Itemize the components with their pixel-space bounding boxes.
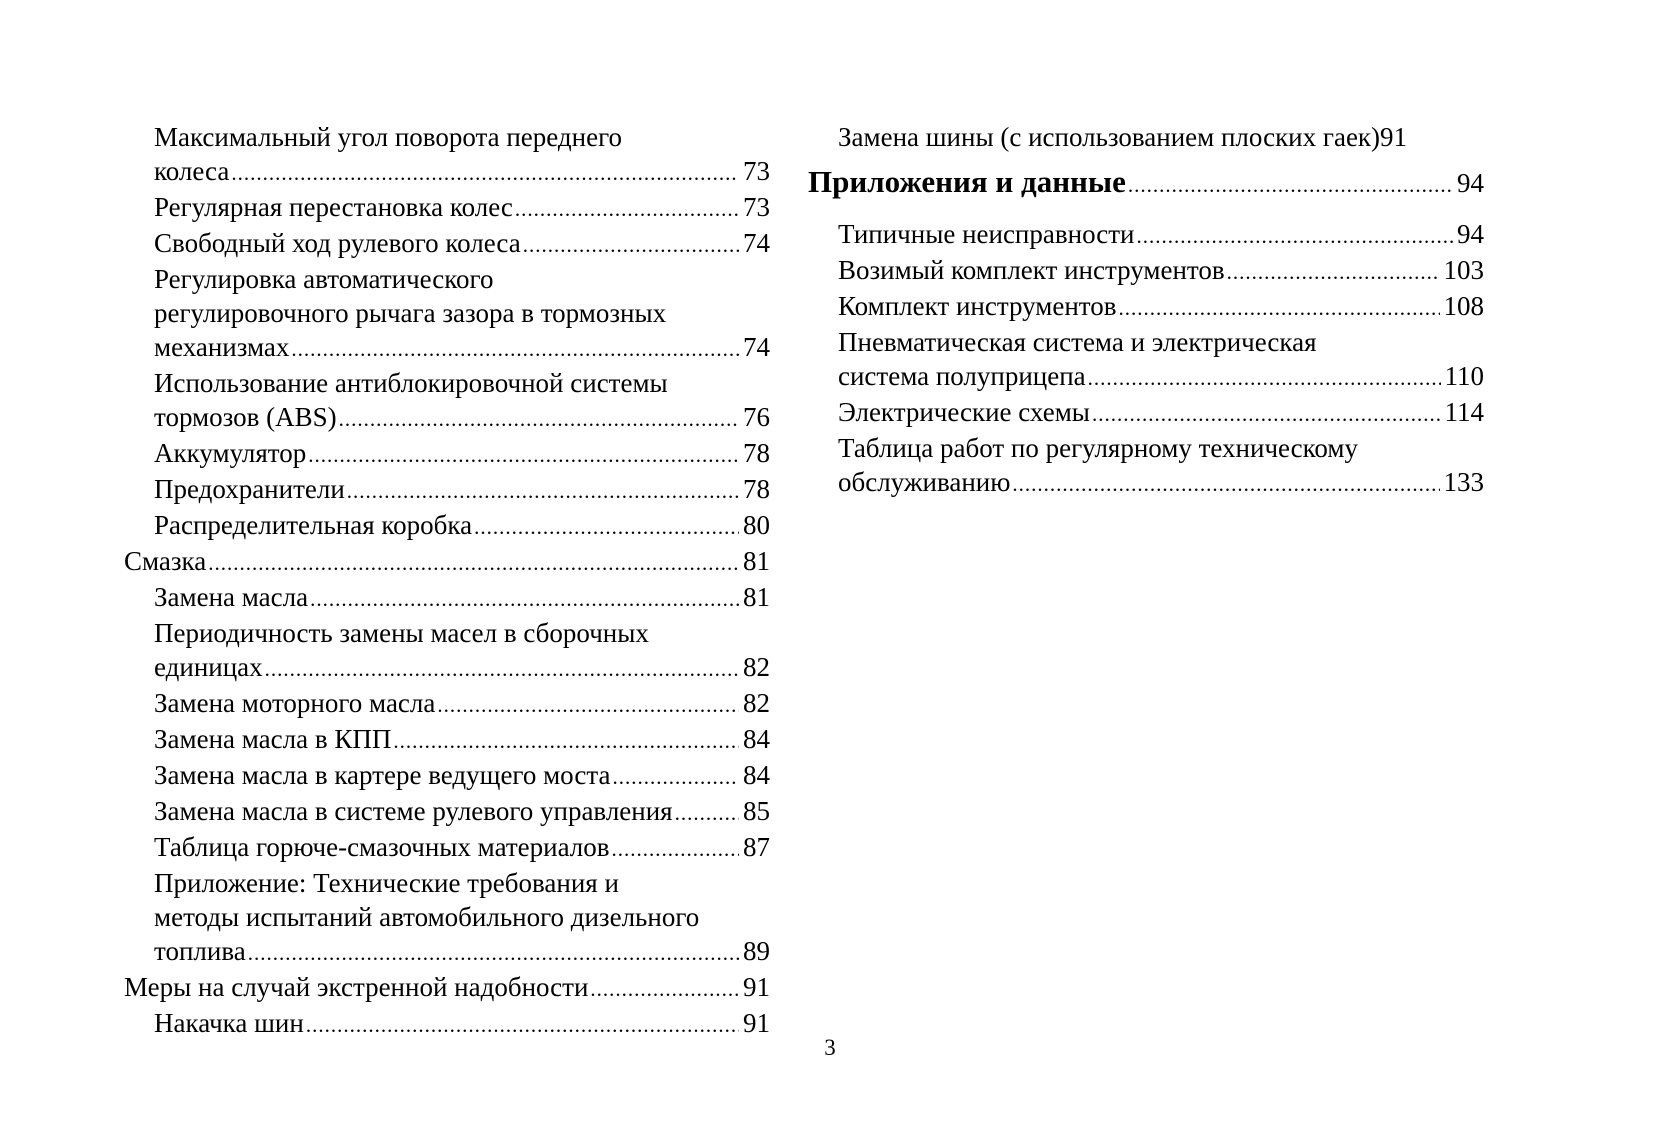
toc-page-number: 108	[1443, 291, 1484, 321]
toc-page-number: 81	[743, 582, 770, 612]
toc-entry	[808, 395, 1484, 431]
toc-dot-leader	[675, 796, 739, 830]
toc-page-number: 81	[743, 546, 770, 576]
toc-entry	[808, 217, 1484, 253]
toc-dot-leader	[393, 724, 739, 758]
toc-page-number: 80	[743, 510, 770, 540]
toc-dot-leader	[310, 582, 739, 616]
toc-entry-title: Замена масла в картере ведущего моста	[154, 760, 611, 790]
toc-page-number: 73	[743, 156, 770, 186]
toc-dot-leader	[515, 192, 739, 226]
toc-entry-title: Замена масла в КПП	[154, 724, 392, 754]
toc-dot-leader	[474, 510, 739, 544]
toc-dot-leader	[1118, 291, 1439, 325]
toc-dot-leader	[347, 474, 739, 508]
toc-page-number: 103	[1443, 255, 1484, 285]
toc-entry	[124, 226, 770, 262]
toc-entry-title: тормозов (ABS)	[154, 402, 337, 432]
toc-dot-leader	[208, 546, 739, 580]
toc-entry-title: Типичные неисправности	[838, 219, 1135, 249]
toc-entry-title: Использование антиблокировочной системы	[154, 368, 668, 398]
toc-page-number: 133	[1443, 467, 1484, 497]
toc-dot-leader	[308, 438, 739, 472]
toc-entry	[808, 120, 1484, 154]
toc-entry	[124, 794, 770, 830]
toc-entry	[808, 431, 1484, 501]
toc-page-number: 89	[743, 936, 770, 966]
toc-entry-title: Замена моторного масла	[154, 688, 436, 718]
toc-entry-title: Комплект инструментов	[838, 291, 1117, 321]
toc-page-number: 91	[1380, 122, 1408, 152]
toc-dot-leader	[231, 156, 739, 190]
toc-page-number: 74	[743, 228, 770, 258]
toc-dot-leader	[1136, 219, 1453, 253]
toc-entry	[808, 289, 1484, 325]
toc-dot-leader	[339, 402, 739, 436]
toc-entry	[124, 580, 770, 616]
toc-entry	[124, 722, 770, 758]
toc-entry	[124, 616, 770, 686]
toc-dot-leader	[248, 936, 739, 970]
toc-entry-title: обслуживанию	[838, 467, 1011, 497]
toc-entry-title: регулировочного рычага зазора в тормозных	[154, 298, 667, 328]
toc-entry	[808, 253, 1484, 289]
toc-entry-title: Таблица горюче-смазочных материалов	[154, 832, 610, 862]
toc-entry-title: Пневматическая система и электрическая	[838, 327, 1317, 357]
toc-page-number: 91	[743, 972, 770, 1002]
toc-page-number: 78	[743, 474, 770, 504]
toc-entry-title: Периодичность замены масел в сборочных	[154, 618, 649, 648]
toc-entry	[124, 830, 770, 866]
toc-page-number: 82	[743, 688, 770, 718]
toc-page-number: 84	[743, 724, 770, 754]
toc-column-right	[808, 120, 1484, 501]
toc-entry-title: Электрические схемы	[838, 397, 1090, 427]
toc-dot-leader	[291, 332, 739, 366]
toc-entry	[124, 472, 770, 508]
toc-entry-title: Регулярная перестановка колес	[154, 192, 513, 222]
toc-entry	[124, 686, 770, 722]
toc-entry	[124, 508, 770, 544]
toc-dot-leader	[612, 760, 739, 794]
toc-page-number: 82	[743, 652, 770, 682]
toc-entry	[124, 120, 770, 190]
toc-entry-title: методы испытаний автомобильного дизельного	[154, 902, 700, 932]
toc-entry-title: Аккумулятор	[154, 438, 307, 468]
toc-entry	[124, 190, 770, 226]
toc-entry	[808, 325, 1484, 395]
toc-entry-title: Таблица работ по регулярному техническому	[838, 433, 1358, 463]
toc-entry-title: Свободный ход рулевого колеса	[154, 228, 521, 258]
toc-entry	[124, 262, 770, 366]
toc-entry-title: Возимый комплект инструментов	[838, 255, 1225, 285]
toc-entry-title: колеса	[154, 156, 230, 186]
toc-entry-title: Регулировка автоматического	[154, 264, 494, 294]
toc-dot-leader	[612, 832, 739, 866]
toc-page-number: 87	[743, 832, 770, 862]
toc-dot-leader	[523, 228, 739, 262]
toc-entry-title: Приложение: Технические требования и	[154, 868, 619, 898]
toc-entry-title: Смазка	[124, 546, 207, 576]
toc-entry-title: Замена масла	[154, 582, 309, 612]
toc-page-number: 94	[1457, 219, 1484, 249]
toc-dot-leader	[1128, 165, 1453, 205]
toc-page-number: 78	[743, 438, 770, 468]
toc-entry-title: единицах	[154, 652, 263, 682]
toc-entry	[124, 758, 770, 794]
toc-entry-title: Приложения и данные	[808, 164, 1126, 199]
toc-dot-leader	[265, 652, 739, 686]
toc-entry-title: Замена масла в системе рулевого управления	[154, 796, 673, 826]
toc-page-number: 76	[743, 402, 770, 432]
toc-entry-title: Меры на случай экстренной надобности	[124, 972, 589, 1002]
toc-page-number: 110	[1444, 361, 1484, 391]
toc-entry	[124, 366, 770, 436]
toc-dot-leader	[437, 688, 739, 722]
toc-entry-title: Замена шины (с использованием плоских гаек)	[838, 122, 1381, 152]
toc-entry	[124, 436, 770, 472]
toc-page-number: 85	[743, 796, 770, 826]
toc-entry-title: система полуприцепа	[838, 361, 1086, 391]
toc-page-number: 74	[743, 332, 770, 362]
toc-page-number: 73	[743, 192, 770, 222]
toc-column-left	[124, 120, 770, 1042]
toc-entry	[124, 866, 770, 970]
toc-entry-title: топлива	[154, 936, 246, 966]
toc-page-number: 84	[743, 760, 770, 790]
toc-page-number: 91	[743, 1008, 770, 1038]
toc-dot-leader	[1012, 467, 1439, 501]
toc-dot-leader	[1088, 361, 1441, 395]
toc-entry-title: Распределительная коробка	[154, 510, 473, 540]
toc-page-number: 94	[1457, 168, 1484, 198]
toc-dot-leader	[1227, 255, 1440, 289]
toc-dot-leader	[1092, 397, 1441, 431]
toc-page-number: 114	[1444, 397, 1484, 427]
page-number: 3	[824, 1035, 836, 1060]
toc-entry	[124, 970, 770, 1006]
toc-entry-title: Предохранители	[154, 474, 345, 504]
toc-entry	[124, 544, 770, 580]
toc-entry-title: Накачка шин	[154, 1008, 304, 1038]
toc-entry-title: механизмах	[154, 332, 290, 362]
toc-entry	[808, 162, 1484, 205]
toc-dot-leader	[590, 972, 739, 1006]
toc-entry-title: Максимальный угол поворота переднего	[154, 122, 622, 152]
